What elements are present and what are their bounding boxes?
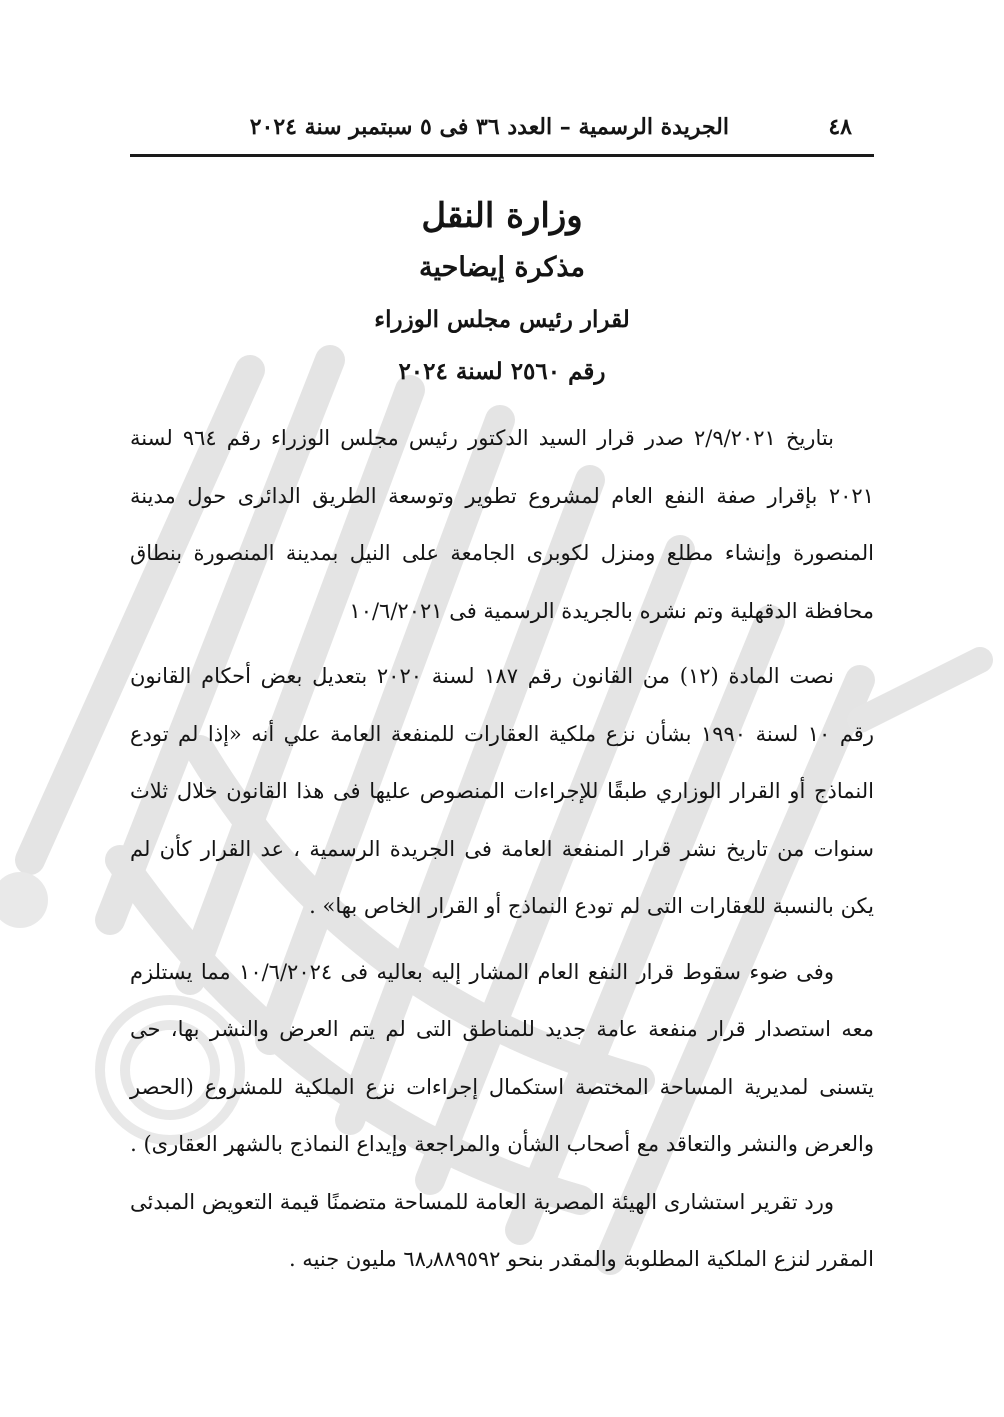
title-block — [130, 190, 874, 398]
running-header — [130, 114, 874, 148]
header-divider — [130, 154, 874, 157]
memo-body — [130, 410, 874, 1289]
paragraph: نصت المادة (١٢) من القانون رقم ١٨٧ لسنة ٢٠٢٠ بتعديل بعض أحكام القانون رقم ١٠ لسنة ١٩٩٠ بشأن نزع ملكية العقارات للمنفعة العامة علي أنه «إذا لم تودع النماذج أو القرار الوزاري طبقًا للإجراءات المنصوص عليها فى هذا القانون خلال ثلاث سنوات من تاريخ نشر قرار المنفعة العامة فى الجريدة الرسمية ، عد القرار كأن لم يكن بالنسبة للعقارات التى لم تودع النماذج أو القرار الخاص بها» . — [130, 664, 874, 918]
paragraph: ورد تقرير استشارى الهيئة المصرية العامة للمساحة متضمنًا قيمة التعويض المبدئى المقرر لنزع الملكية المطلوبة والمقدر بنحو ٦٨٫٨٨٩٥٩٢ مليون جنيه . — [130, 1189, 874, 1271]
decree-subtitle: لقرار رئيس مجلس الوزراء — [374, 306, 630, 333]
memo-title: مذكرة إيضاحية — [419, 252, 585, 283]
decree-number: رقم ٢٥٦٠ لسنة ٢٠٢٤ — [398, 358, 606, 385]
paragraph: بتاريخ ٢/٩/٢٠٢١ صدر قرار السيد الدكتور رئيس مجلس الوزراء رقم ٩٦٤ لسنة ٢٠٢١ بإقرار صفة النفع العام لمشروع تطوير وتوسعة الطريق الدائرى حول مدينة المنصورة وإنشاء مطلع ومنزل لكوبرى الجامعة على النيل بمدينة المنصورة بنطاق محافظة الدقهلية وتم نشره بالجريدة الرسمية فى ١٠/٦/٢٠٢١ — [130, 426, 874, 623]
page-number: ٤٨ — [828, 114, 852, 140]
gazette-issue-line: الجريدة الرسمية – العدد ٣٦ فى ٥ سبتمبر سنة ٢٠٢٤ — [249, 114, 729, 140]
ministry-title: وزارة النقل — [421, 196, 583, 236]
paragraph: وفى ضوء سقوط قرار النفع العام المشار إليه بعاليه فى ١٠/٦/٢٠٢٤ مما يستلزم معه استصدار قرار منفعة عامة جديد للمناطق التى لم يتم العرض والنشر بها، حى يتسنى لمديرية المساحة المختصة استكمال إجراءات نزع الملكية للمشروع (الحصر والعرض والنشر والتعاقد مع أصحاب الشأن والمراجعة وإيداع النماذج بالشهر العقارى) . — [130, 959, 874, 1156]
